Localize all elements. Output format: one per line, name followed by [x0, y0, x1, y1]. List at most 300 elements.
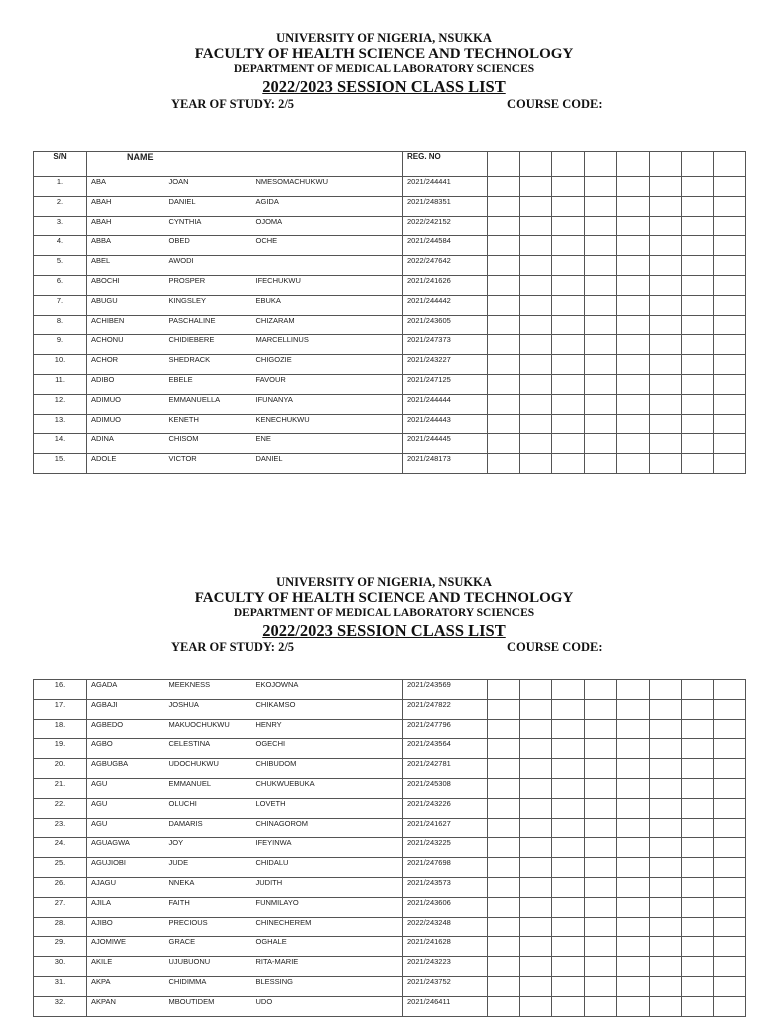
- attendance-cell: [682, 394, 714, 414]
- sn-cell: 10.: [34, 355, 87, 375]
- attendance-cell: [714, 838, 746, 858]
- surname-cell: ABAH: [87, 216, 165, 236]
- first-name-cell: CHISOM: [165, 434, 252, 454]
- attendance-cell: [714, 996, 746, 1016]
- surname-cell: AGU: [87, 818, 165, 838]
- first-name-cell: DANIEL: [165, 196, 252, 216]
- reg-no-cell: 2021/247373: [403, 335, 488, 355]
- attendance-cell: [585, 374, 617, 394]
- first-name-cell: EMMANUELLA: [165, 394, 252, 414]
- first-name-cell: EBELE: [165, 374, 252, 394]
- table-row: [34, 236, 746, 256]
- reg-no-cell: 2021/247822: [403, 699, 488, 719]
- attendance-cell: [552, 335, 585, 355]
- attendance-cell: [714, 739, 746, 759]
- middle-name-cell: UDO: [252, 996, 403, 1016]
- attendance-cell: [520, 818, 552, 838]
- attendance-cell: [617, 216, 650, 236]
- university-heading: UNIVERSITY OF NIGERIA, NSUKKA: [276, 575, 492, 589]
- attendance-cell: [650, 778, 682, 798]
- sn-cell: 7.: [34, 295, 87, 315]
- attendance-cell: [714, 355, 746, 375]
- table-row: [34, 315, 746, 335]
- attendance-cell: [585, 414, 617, 434]
- reg-no-cell: 2021/241628: [403, 937, 488, 957]
- reg-no-cell: 2021/243605: [403, 315, 488, 335]
- attendance-cell: [520, 917, 552, 937]
- first-name-cell: OLUCHI: [165, 798, 252, 818]
- sn-header: S/N: [34, 152, 87, 177]
- attendance-cell: [617, 177, 650, 197]
- attendance-cell: [520, 719, 552, 739]
- attendance-cell: [714, 680, 746, 700]
- attendance-cell: [585, 680, 617, 700]
- middle-name-cell: RITA-MARIE: [252, 957, 403, 977]
- middle-name-cell: EBUKA: [252, 295, 403, 315]
- attendance-cell: [682, 877, 714, 897]
- attendance-cell: [520, 196, 552, 216]
- first-name-cell: JUDE: [165, 858, 252, 878]
- attendance-cell: [488, 394, 520, 414]
- reg-no-cell: 2022/247642: [403, 256, 488, 276]
- attendance-cell: [617, 996, 650, 1016]
- attendance-cell: [520, 275, 552, 295]
- attendance-cell: [520, 778, 552, 798]
- sn-cell: 27.: [34, 897, 87, 917]
- surname-cell: AGU: [87, 778, 165, 798]
- attendance-cell: [617, 434, 650, 454]
- attendance-cell: [520, 699, 552, 719]
- attendance-cell: [650, 838, 682, 858]
- attendance-cell: [520, 858, 552, 878]
- attendance-cell: [617, 897, 650, 917]
- middle-name-cell: MARCELLINUS: [252, 335, 403, 355]
- attendance-cell: [585, 196, 617, 216]
- attendance-cell: [682, 355, 714, 375]
- sn-cell: 23.: [34, 818, 87, 838]
- attendance-cell: [488, 374, 520, 394]
- attendance-cell: [585, 838, 617, 858]
- university-heading: UNIVERSITY OF NIGERIA, NSUKKA: [276, 31, 492, 45]
- attendance-cell: [682, 917, 714, 937]
- attendance-cell: [714, 414, 746, 434]
- attendance-cell: [520, 236, 552, 256]
- attendance-cell: [650, 355, 682, 375]
- attendance-cell: [488, 315, 520, 335]
- attendance-cell: [552, 680, 585, 700]
- attendance-cell: [617, 976, 650, 996]
- middle-name-cell: EKOJOWNA: [252, 680, 403, 700]
- attendance-cell: [585, 759, 617, 779]
- first-name-cell: JOAN: [165, 177, 252, 197]
- attendance-cell: [488, 937, 520, 957]
- surname-cell: ABEL: [87, 256, 165, 276]
- attendance-cell: [617, 295, 650, 315]
- middle-name-cell: IFEYINWA: [252, 838, 403, 858]
- attendance-cell: [682, 196, 714, 216]
- first-name-cell: CHIDIMMA: [165, 976, 252, 996]
- table-row: [34, 917, 746, 937]
- attendance-cell: [714, 374, 746, 394]
- faculty-heading: FACULTY OF HEALTH SCIENCE AND TECHNOLOGY: [194, 46, 574, 62]
- reg-no-cell: 2021/246411: [403, 996, 488, 1016]
- attendance-cell: [714, 778, 746, 798]
- attendance-cell: [714, 315, 746, 335]
- table-row: [34, 759, 746, 779]
- middle-name-cell: OCHE: [252, 236, 403, 256]
- attendance-cell: [520, 838, 552, 858]
- middle-name-cell: CHIGOZIE: [252, 355, 403, 375]
- sn-cell: 9.: [34, 335, 87, 355]
- surname-cell: ADINA: [87, 434, 165, 454]
- attendance-cell: [552, 394, 585, 414]
- attendance-cell: [488, 335, 520, 355]
- table-row: [34, 838, 746, 858]
- attendance-cell: [585, 177, 617, 197]
- sn-cell: 6.: [34, 275, 87, 295]
- attendance-cell: [617, 759, 650, 779]
- attendance-cell: [714, 719, 746, 739]
- attendance-cell: [714, 957, 746, 977]
- middle-name-cell: KENECHUKWU: [252, 414, 403, 434]
- attendance-cell: [520, 335, 552, 355]
- reg-no-cell: 2021/243573: [403, 877, 488, 897]
- first-name-cell: JOY: [165, 838, 252, 858]
- attendance-cell: [617, 778, 650, 798]
- attendance-cell: [520, 315, 552, 335]
- table-row: [34, 335, 746, 355]
- surname-cell: AGUAGWA: [87, 838, 165, 858]
- attendance-cell: [682, 699, 714, 719]
- attendance-cell: [552, 374, 585, 394]
- course-code-label: COURSE CODE:: [507, 640, 603, 654]
- attendance-cell: [714, 798, 746, 818]
- attendance-cell: [682, 739, 714, 759]
- attendance-cell: [552, 719, 585, 739]
- attendance-cell: [682, 778, 714, 798]
- session-title: 2022/2023 SESSION CLASS LIST: [262, 77, 506, 96]
- attendance-cell: [488, 454, 520, 474]
- attendance-cell: [585, 454, 617, 474]
- table-row: [34, 256, 746, 276]
- reg-no-cell: 2021/245308: [403, 778, 488, 798]
- attendance-cell: [714, 917, 746, 937]
- table-row: [34, 858, 746, 878]
- surname-cell: AGADA: [87, 680, 165, 700]
- attendance-cell: [650, 957, 682, 977]
- attendance-cell: [650, 196, 682, 216]
- attendance-cell: [520, 394, 552, 414]
- sn-cell: 28.: [34, 917, 87, 937]
- attendance-cell: [617, 394, 650, 414]
- first-name-cell: CHIDIEBERE: [165, 335, 252, 355]
- attendance-cell: [520, 355, 552, 375]
- surname-cell: AKPA: [87, 976, 165, 996]
- attendance-cell: [585, 739, 617, 759]
- first-name-cell: KENETH: [165, 414, 252, 434]
- attendance-cell: [585, 917, 617, 937]
- first-name-cell: EMMANUEL: [165, 778, 252, 798]
- year-of-study: YEAR OF STUDY: 2/5: [171, 640, 295, 654]
- attendance-cell: [585, 858, 617, 878]
- surname-cell: ADIMUO: [87, 394, 165, 414]
- surname-cell: AKILE: [87, 957, 165, 977]
- reg-no-cell: 2021/244443: [403, 414, 488, 434]
- table-row: [34, 719, 746, 739]
- reg-no-cell: 2021/247125: [403, 374, 488, 394]
- table-row: [34, 394, 746, 414]
- reg-no-cell: 2021/247796: [403, 719, 488, 739]
- attendance-cell: [682, 996, 714, 1016]
- table-row: [34, 414, 746, 434]
- surname-cell: ABBA: [87, 236, 165, 256]
- table-row: [34, 778, 746, 798]
- attendance-cell: [617, 355, 650, 375]
- attendance-cell: [617, 838, 650, 858]
- sn-cell: 14.: [34, 434, 87, 454]
- attendance-cell: [650, 236, 682, 256]
- sn-cell: 16.: [34, 680, 87, 700]
- attendance-cell: [552, 355, 585, 375]
- surname-cell: AKPAN: [87, 996, 165, 1016]
- sn-cell: 17.: [34, 699, 87, 719]
- attendance-cell: [714, 759, 746, 779]
- middle-name-cell: CHIZARAM: [252, 315, 403, 335]
- attendance-cell: [552, 256, 585, 276]
- attendance-cell: [650, 216, 682, 236]
- attendance-cell: [552, 858, 585, 878]
- table-row: [34, 976, 746, 996]
- first-name-cell: MEEKNESS: [165, 680, 252, 700]
- surname-cell: ABUGU: [87, 295, 165, 315]
- attendance-cell: [714, 177, 746, 197]
- middle-name-cell: CHINECHEREM: [252, 917, 403, 937]
- attendance-cell: [617, 858, 650, 878]
- reg-no-cell: 2021/244442: [403, 295, 488, 315]
- attendance-cell: [488, 759, 520, 779]
- first-name-cell: PASCHALINE: [165, 315, 252, 335]
- attendance-cell: [617, 236, 650, 256]
- attendance-cell: [488, 976, 520, 996]
- attendance-cell: [682, 295, 714, 315]
- middle-name-cell: CHIBUDOM: [252, 759, 403, 779]
- middle-name-cell: FUNMILAYO: [252, 897, 403, 917]
- attendance-cell: [488, 778, 520, 798]
- attendance-cell: [650, 996, 682, 1016]
- attendance-cell: [488, 434, 520, 454]
- attendance-cell: [488, 414, 520, 434]
- first-name-cell: OBED: [165, 236, 252, 256]
- attendance-cell: [650, 877, 682, 897]
- middle-name-cell: CHIKAMSO: [252, 699, 403, 719]
- reg-no-cell: 2021/243752: [403, 976, 488, 996]
- surname-cell: ACHONU: [87, 335, 165, 355]
- attendance-cell: [585, 236, 617, 256]
- reg-no-cell: 2021/243569: [403, 680, 488, 700]
- surname-cell: ABOCHI: [87, 275, 165, 295]
- attendance-cell: [682, 838, 714, 858]
- attendance-cell: [552, 699, 585, 719]
- attendance-cell: [650, 335, 682, 355]
- sn-cell: 19.: [34, 739, 87, 759]
- attendance-cell: [650, 798, 682, 818]
- attendance-cell: [552, 739, 585, 759]
- attendance-cell: [650, 759, 682, 779]
- attendance-cell: [552, 236, 585, 256]
- middle-name-cell: HENRY: [252, 719, 403, 739]
- session-title: 2022/2023 SESSION CLASS LIST: [262, 621, 506, 640]
- attendance-cell: [488, 897, 520, 917]
- first-name-cell: DAMARIS: [165, 818, 252, 838]
- attendance-cell: [552, 976, 585, 996]
- attendance-cell: [617, 719, 650, 739]
- table-row: [34, 957, 746, 977]
- reg-no-cell: 2021/242781: [403, 759, 488, 779]
- attendance-cell: [650, 295, 682, 315]
- sn-cell: 24.: [34, 838, 87, 858]
- surname-cell: AJIBO: [87, 917, 165, 937]
- attendance-cell: [585, 315, 617, 335]
- attendance-cell: [617, 798, 650, 818]
- attendance-cell: [650, 680, 682, 700]
- attendance-cell: [552, 414, 585, 434]
- first-name-cell: MAKUOCHUKWU: [165, 719, 252, 739]
- reg-no-cell: 2021/241627: [403, 818, 488, 838]
- surname-cell: AGBO: [87, 739, 165, 759]
- attendance-cell: [488, 275, 520, 295]
- attendance-cell: [650, 394, 682, 414]
- year-of-study: YEAR OF STUDY: 2/5: [171, 97, 295, 111]
- table-row: [34, 877, 746, 897]
- attendance-cell: [552, 759, 585, 779]
- attendance-cell: [714, 976, 746, 996]
- attendance-cell: [617, 937, 650, 957]
- attendance-cell: [552, 454, 585, 474]
- attendance-cell: [714, 897, 746, 917]
- attendance-cell: [617, 414, 650, 434]
- sn-cell: 30.: [34, 957, 87, 977]
- attendance-cell: [617, 917, 650, 937]
- attendance-cell: [520, 759, 552, 779]
- attendance-cell: [682, 897, 714, 917]
- attendance-cell: [552, 877, 585, 897]
- sn-cell: 21.: [34, 778, 87, 798]
- first-name-cell: UJUBUONU: [165, 957, 252, 977]
- attendance-cell: [682, 957, 714, 977]
- surname-cell: AJILA: [87, 897, 165, 917]
- middle-name-cell: JUDITH: [252, 877, 403, 897]
- sn-cell: 26.: [34, 877, 87, 897]
- reg-no-cell: 2021/244441: [403, 177, 488, 197]
- reg-no-header: REG. NO: [403, 152, 488, 177]
- table-row: [34, 739, 746, 759]
- first-name-cell: AWODI: [165, 256, 252, 276]
- attendance-cell: [488, 739, 520, 759]
- attendance-cell: [520, 414, 552, 434]
- attendance-cell: [650, 177, 682, 197]
- sn-cell: 2.: [34, 196, 87, 216]
- attendance-cell: [650, 275, 682, 295]
- attendance-cell: [520, 177, 552, 197]
- surname-cell: AGBUGBA: [87, 759, 165, 779]
- course-code-label: COURSE CODE:: [507, 97, 603, 111]
- attendance-cell: [552, 917, 585, 937]
- attendance-cell: [585, 897, 617, 917]
- attendance-cell: [682, 256, 714, 276]
- attendance-cell: [585, 996, 617, 1016]
- reg-no-cell: 2021/243606: [403, 897, 488, 917]
- attendance-cell: [552, 216, 585, 236]
- first-name-cell: PROSPER: [165, 275, 252, 295]
- attendance-cell: [552, 196, 585, 216]
- faculty-heading: FACULTY OF HEALTH SCIENCE AND TECHNOLOGY: [194, 590, 574, 606]
- attendance-cell: [650, 699, 682, 719]
- table-row: [34, 216, 746, 236]
- attendance-cell: [552, 818, 585, 838]
- attendance-cell: [552, 937, 585, 957]
- first-name-cell: MBOUTIDEM: [165, 996, 252, 1016]
- reg-no-cell: 2021/248173: [403, 454, 488, 474]
- table-row: [34, 818, 746, 838]
- attendance-cell: [714, 858, 746, 878]
- surname-cell: ABAH: [87, 196, 165, 216]
- sn-cell: 12.: [34, 394, 87, 414]
- first-name-cell: PRECIOUS: [165, 917, 252, 937]
- middle-name-cell: FAVOUR: [252, 374, 403, 394]
- sn-cell: 5.: [34, 256, 87, 276]
- attendance-cell: [714, 295, 746, 315]
- surname-cell: ABA: [87, 177, 165, 197]
- attendance-cell: [650, 897, 682, 917]
- attendance-cell: [682, 275, 714, 295]
- attendance-cell: [552, 275, 585, 295]
- attendance-cell: [650, 976, 682, 996]
- sn-cell: 22.: [34, 798, 87, 818]
- surname-cell: AJAGU: [87, 877, 165, 897]
- middle-name-cell: CHUKWUEBUKA: [252, 778, 403, 798]
- first-name-cell: CELESTINA: [165, 739, 252, 759]
- table-row: [34, 275, 746, 295]
- attendance-cell: [488, 858, 520, 878]
- attendance-cell: [617, 957, 650, 977]
- attendance-cell: [488, 196, 520, 216]
- attendance-cell: [650, 414, 682, 434]
- attendance-cell: [617, 877, 650, 897]
- attendance-cell: [617, 335, 650, 355]
- table-row: [34, 355, 746, 375]
- attendance-cell: [488, 877, 520, 897]
- attendance-cell: [682, 818, 714, 838]
- department-heading: DEPARTMENT OF MEDICAL LABORATORY SCIENCES: [233, 607, 535, 619]
- attendance-cell: [585, 798, 617, 818]
- attendance-cell: [714, 216, 746, 236]
- sn-cell: 32.: [34, 996, 87, 1016]
- attendance-cell: [520, 256, 552, 276]
- attendance-cell: [682, 719, 714, 739]
- attendance-cell: [488, 680, 520, 700]
- table-row: [34, 434, 746, 454]
- attendance-cell: [617, 275, 650, 295]
- attendance-cell: [488, 699, 520, 719]
- first-name-cell: GRACE: [165, 937, 252, 957]
- attendance-cell: [682, 937, 714, 957]
- surname-cell: AJOMIWE: [87, 937, 165, 957]
- attendance-cell: [552, 177, 585, 197]
- sn-cell: 18.: [34, 719, 87, 739]
- attendance-cell: [650, 818, 682, 838]
- attendance-cell: [682, 414, 714, 434]
- attendance-cell: [488, 838, 520, 858]
